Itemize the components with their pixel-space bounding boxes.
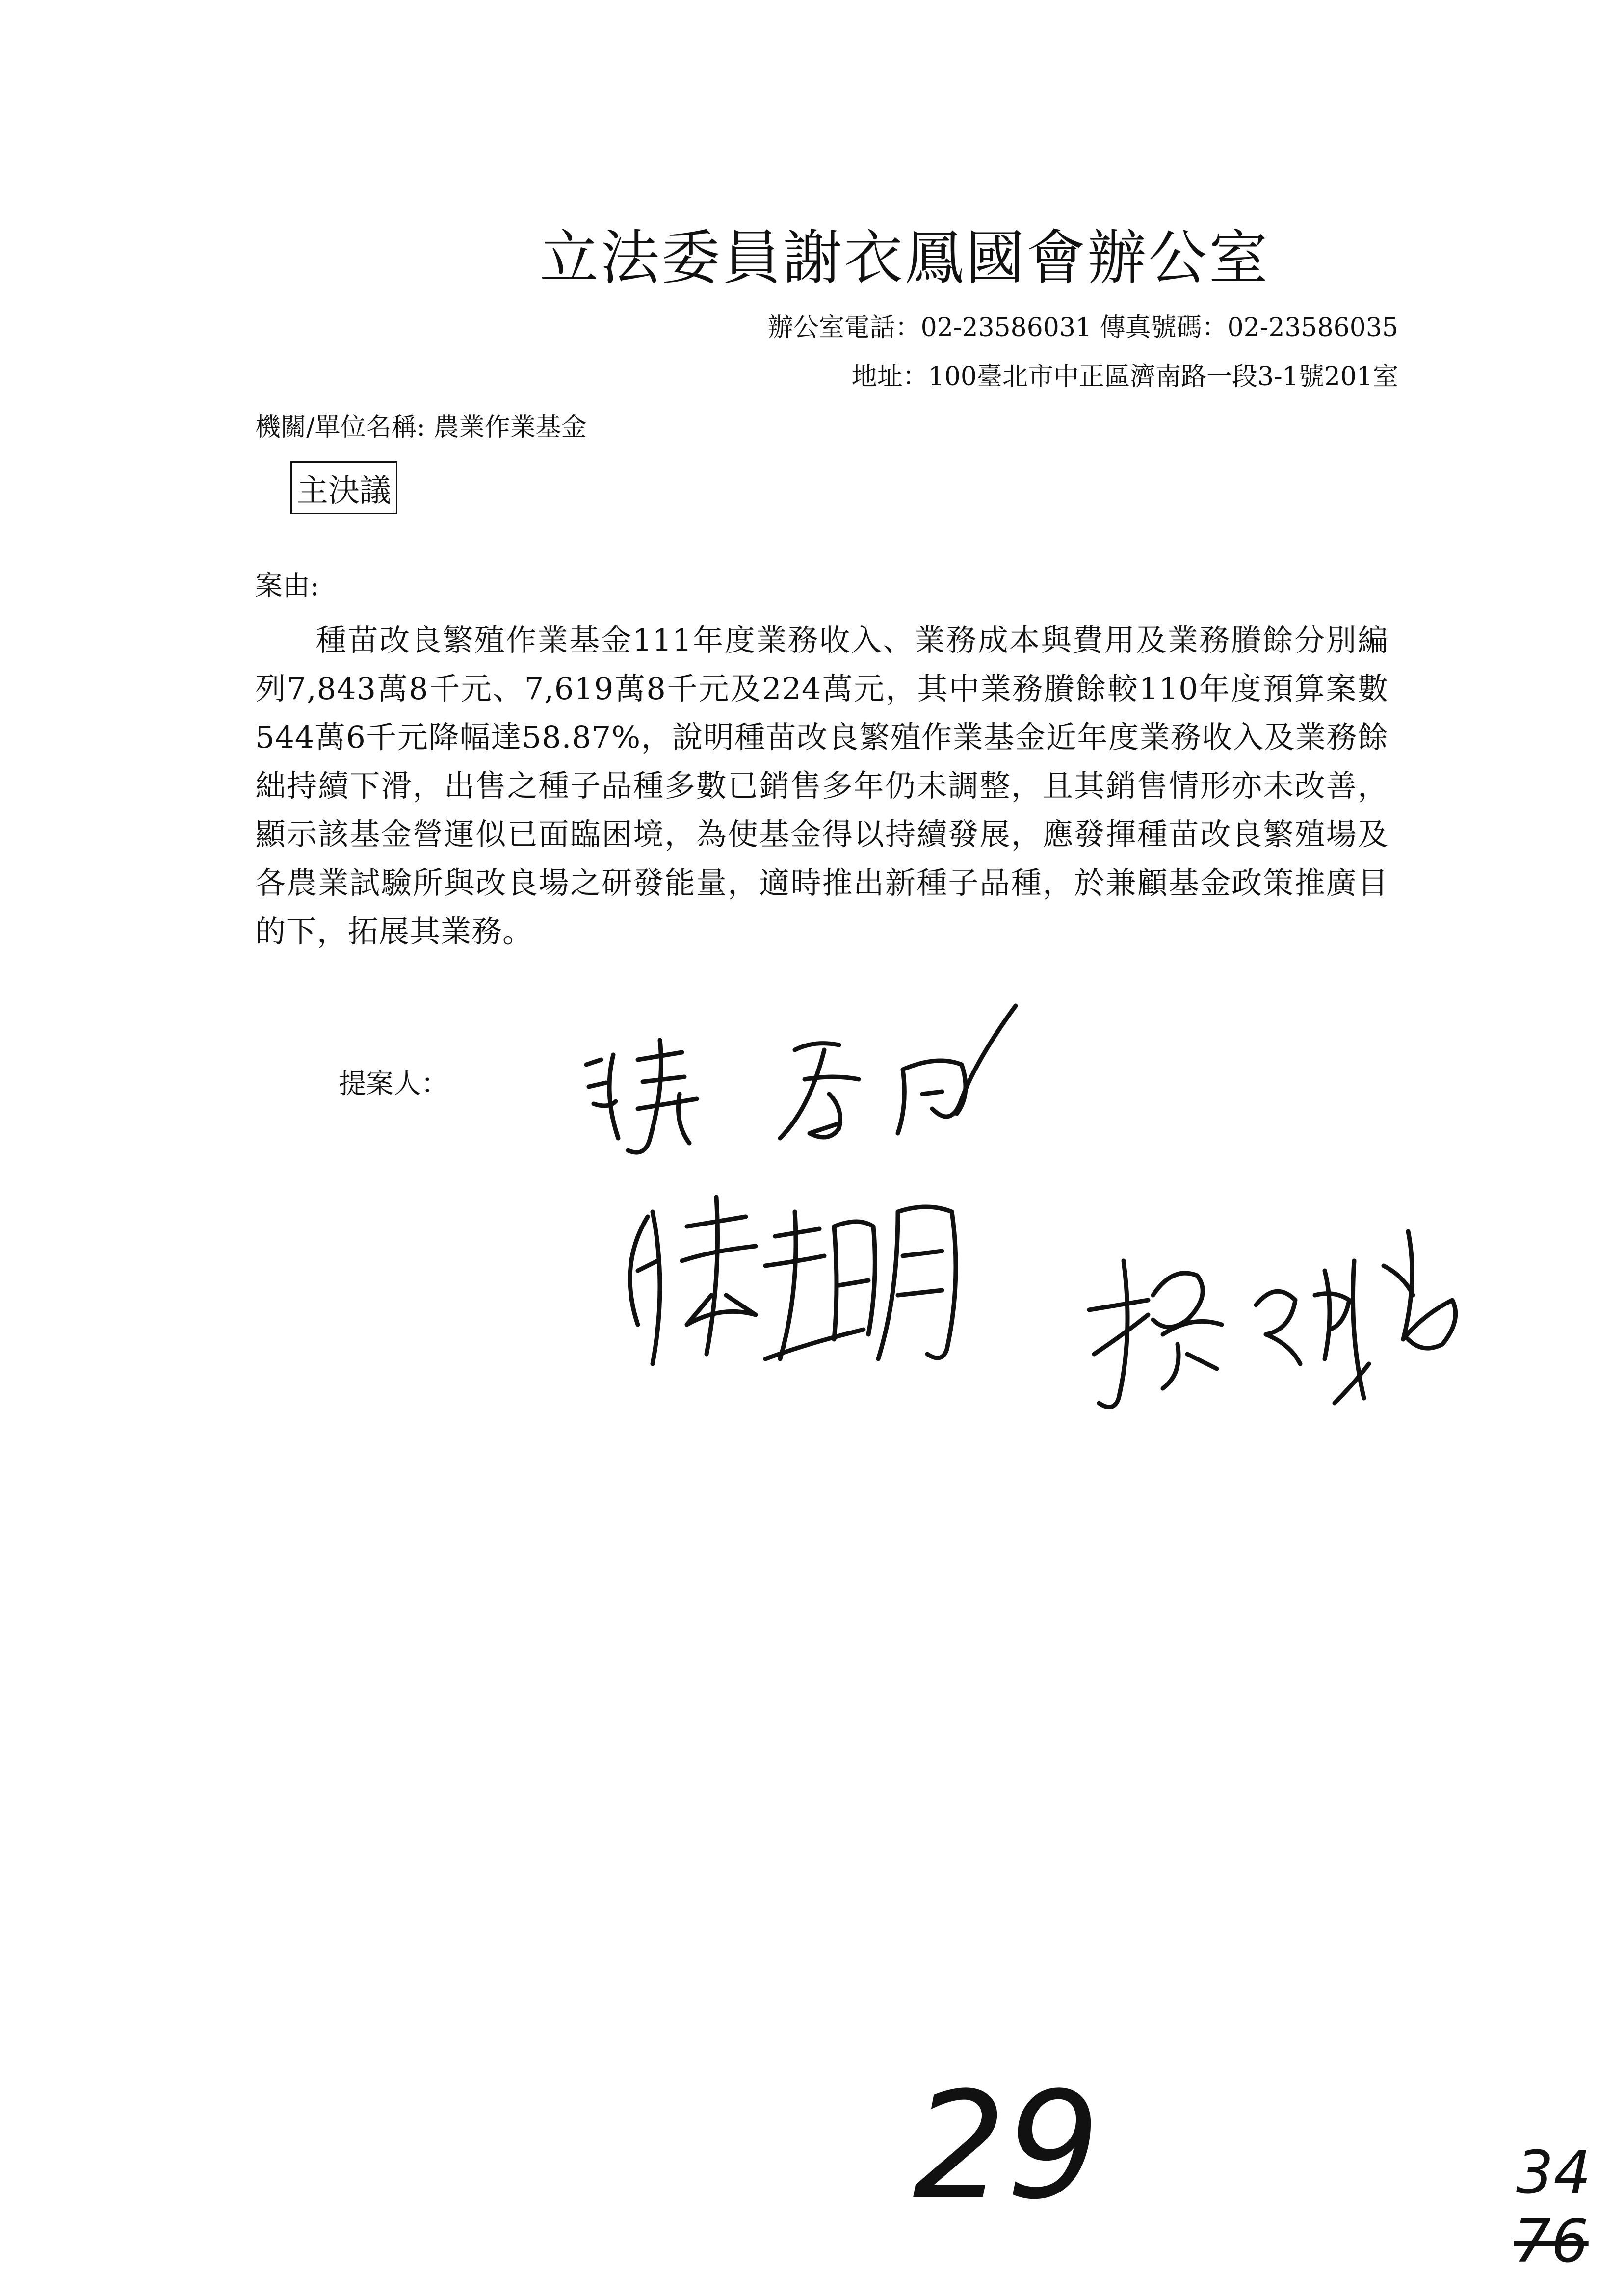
signature-2 [630, 1197, 956, 1364]
resolution-tag: 主決議 [290, 461, 397, 514]
sheet-mark-bottom: 76 [1514, 2208, 1589, 2276]
cause-body: 種苗改良繁殖作業基金111年度業務收入、業務成本與費用及業務賸餘分別編列7,843萬8千元、7,619萬8千元及224萬元，其中業務賸餘較110年度預算案數544萬6千元降幅達58.87%，說明種苗改良繁殖作業基金近年度業務收入及業務餘絀持續下滑，出售之種子品種多數已銷售多年仍未調整，且其銷售情形亦未改善，顯示該基金營運似已面臨困境，為使基金得以持續發展，應發揮種苗改良繁殖場及各農業試驗所與改良場之研發能量，適時推出新種子品種，於兼顧基金政策推廣目的下，拓展其業務。 [255, 622, 1388, 949]
signature-3 [1089, 1231, 1456, 1407]
signature-1 [586, 1006, 1016, 1152]
agency-line: 機關/單位名稱: 農業作業基金 [255, 413, 587, 442]
sheet-mark-top: 34 [1516, 2139, 1591, 2207]
cause-label: 案由: [255, 570, 319, 602]
proposer-label: 提案人： [339, 1068, 448, 1100]
office-phone-line: 辦公室電話：02-23586031 傳真號碼：02-23586035 [767, 313, 1398, 342]
page-number: 29 [913, 2061, 1100, 2232]
office-address-line: 地址：100臺北市中正區濟南路一段3-1號201室 [851, 362, 1398, 391]
letterhead-title: 立法委員謝衣鳳國會辦公室 [540, 224, 1270, 292]
